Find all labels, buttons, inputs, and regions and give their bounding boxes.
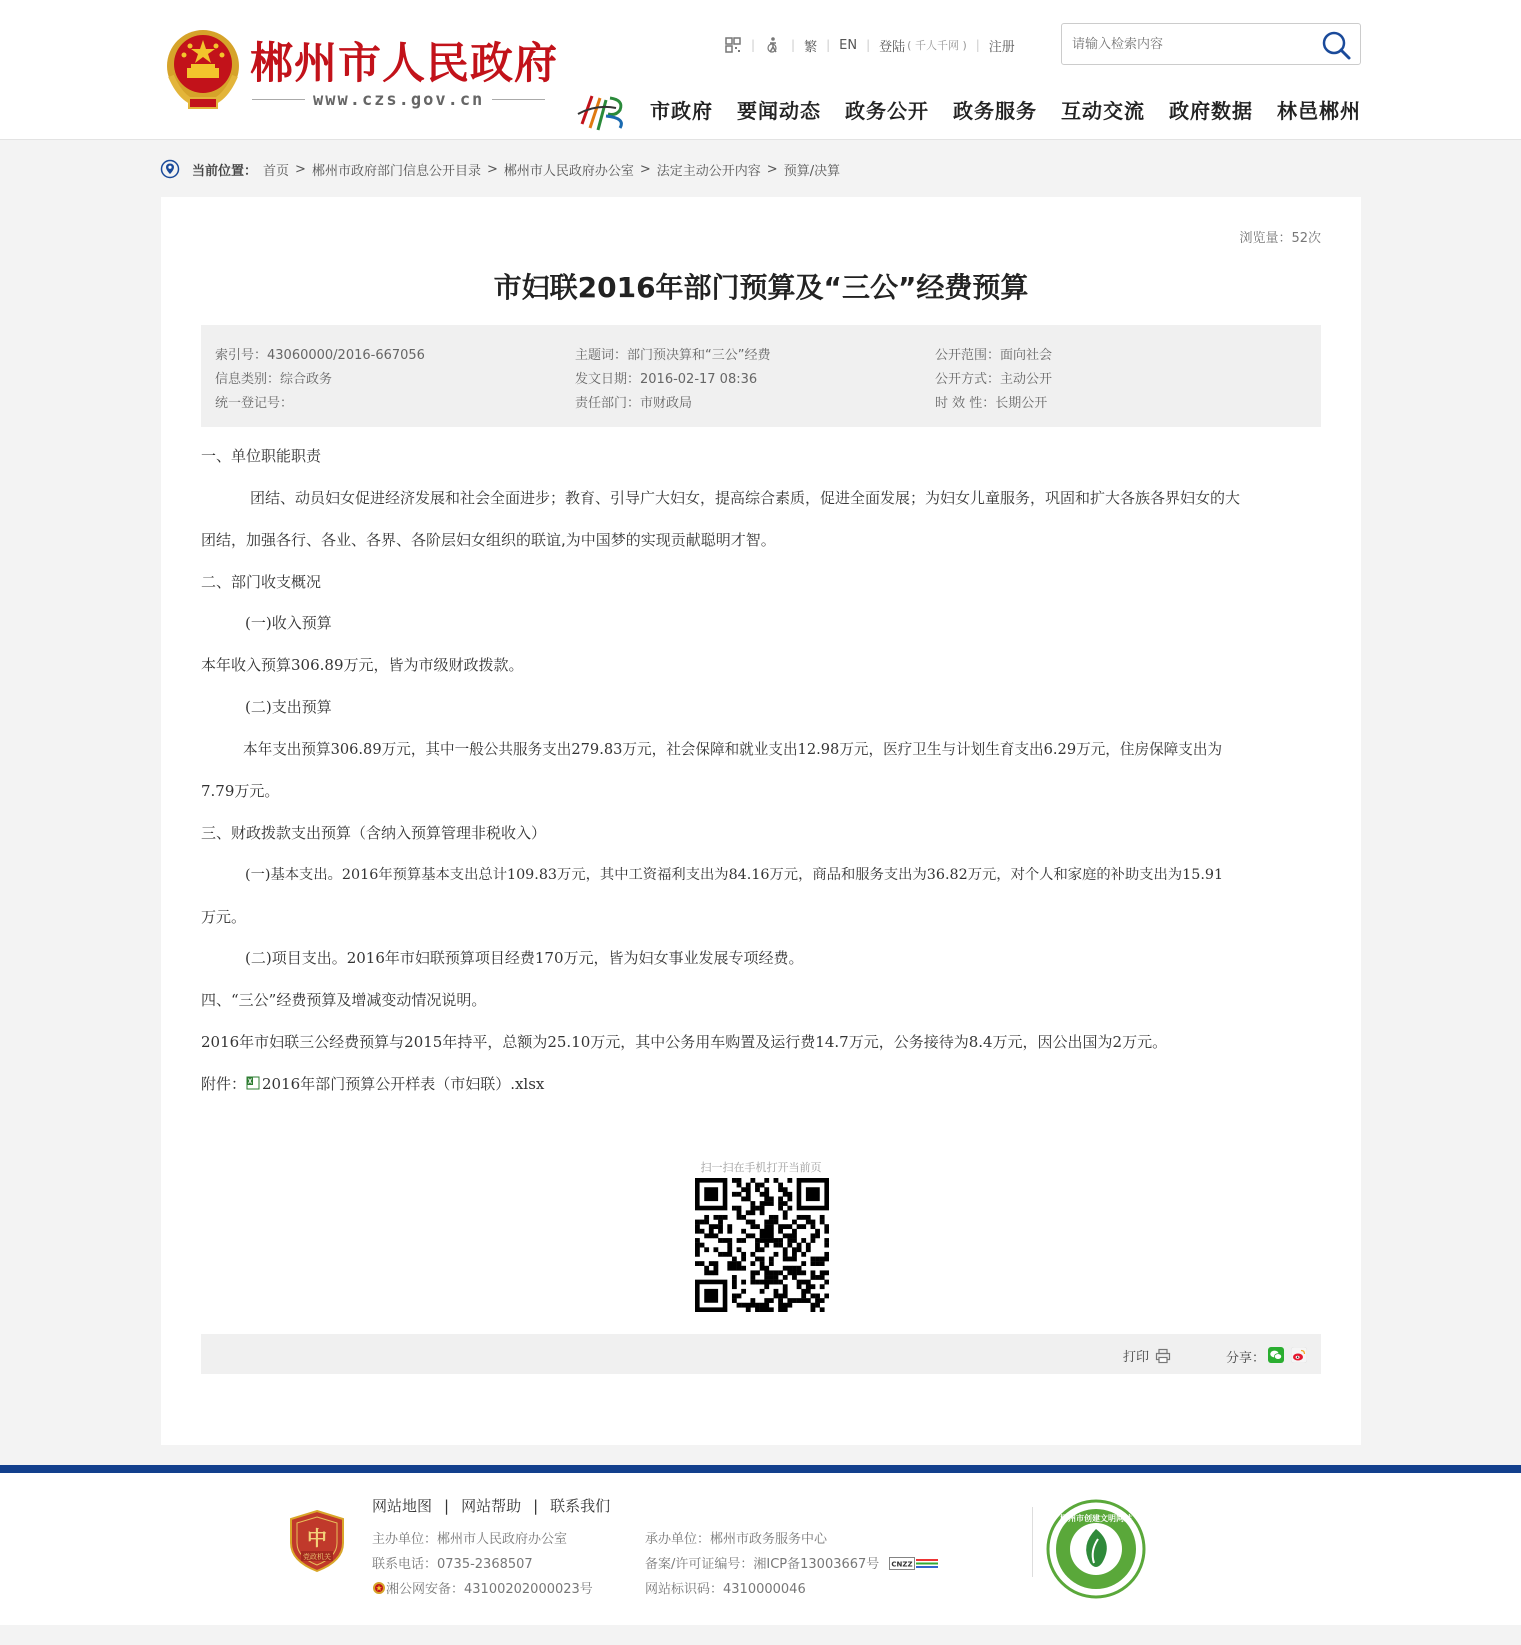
paragraph: 团结、动员妇女促进经济发展和社会全面进步；教育、引导广大妇女，提高综合素质，促进全面发展；为妇女儿童服务，巩固和扩大各族各界妇女的大 xyxy=(250,489,1241,507)
article-card xyxy=(161,197,1361,1445)
site-url: www.czs.gov.cn xyxy=(305,90,492,110)
national-emblem-icon xyxy=(163,26,243,111)
breadcrumb-label: 当前位置： xyxy=(192,163,258,179)
paragraph: (一)基本支出。2016年预算基本支出总计109.83万元，其中工资福利支出为84.16万元，商品和服务支出为36.82万元，对个人和家庭的补助支出为15.91 xyxy=(245,867,1224,883)
english-link[interactable]: EN xyxy=(839,37,858,53)
share-bar xyxy=(201,1334,1321,1374)
accessibility-icon[interactable] xyxy=(764,36,782,54)
footer-sponsor: 主办单位：郴州市人民政府办公室 xyxy=(372,1532,568,1547)
meta-reg-no: 统一登记号： xyxy=(215,396,294,411)
paragraph: 万元。 xyxy=(201,908,247,926)
section-heading: 二、部门收支概况 xyxy=(201,573,322,591)
party-gov-badge[interactable] xyxy=(288,1509,346,1573)
search-input[interactable] xyxy=(1072,24,1312,64)
breadcrumb-separator: > xyxy=(639,161,651,177)
qr-code xyxy=(695,1178,829,1312)
paragraph: 2016年市妇联三公经费预算与2015年持平，总额为25.10万元，其中公务用车购置及运行费14.7万元，公务接待为8.4万元，因公出国为2万元。 xyxy=(201,1033,1168,1051)
breadcrumb-separator: > xyxy=(295,161,306,177)
civilized-website-badge[interactable] xyxy=(1046,1499,1146,1599)
footer-divider xyxy=(1032,1507,1033,1577)
separator: | xyxy=(975,38,980,52)
qr-mobile-icon[interactable] xyxy=(724,36,742,54)
search-icon[interactable] xyxy=(1320,29,1352,61)
nav-item-city-government[interactable]: 市政府 xyxy=(650,99,713,123)
meta-validity: 时 效 性：长期公开 xyxy=(935,396,1048,411)
footer xyxy=(0,1473,1521,1625)
police-badge-icon xyxy=(372,1581,386,1595)
footer-link-sitemap[interactable]: 网站地图 xyxy=(372,1497,433,1515)
section-heading: 三、财政拨款支出预算（含纳入预算管理非税收入） xyxy=(201,824,547,842)
section-heading: 四、“三公”经费预算及增减变动情况说明。 xyxy=(201,991,487,1009)
separator: | xyxy=(866,38,871,52)
view-count xyxy=(1239,227,1321,246)
view-count-label: 浏览量： xyxy=(1239,231,1292,246)
qr-caption: 扫一扫在手机打开当前页 xyxy=(700,1161,822,1174)
separator: | xyxy=(826,38,831,52)
separator: | xyxy=(751,38,756,52)
traditional-chinese-link[interactable]: 繁 xyxy=(804,39,818,55)
svg-text:CNZZ: CNZZ xyxy=(891,1560,914,1569)
location-pin-icon xyxy=(160,159,180,179)
paragraph: 本年收入预算306.89万元，皆为市级财政拨款。 xyxy=(201,656,524,674)
separator: | xyxy=(444,1496,450,1515)
icp-text: 备案/许可证编号：湘ICP备13003667号 xyxy=(645,1557,880,1572)
login-label: 登陆 xyxy=(879,39,906,55)
wechat-icon[interactable] xyxy=(1268,1347,1284,1363)
breadcrumb-statutory-content[interactable]: 法定主动公开内容 xyxy=(656,163,761,179)
view-count-value: 52次 xyxy=(1291,231,1321,246)
paragraph: 本年支出预算306.89万元，其中一般公共服务支出279.83万元，社会保障和就业支出12.98万元，医疗卫生与计划生育支出6.29万元，住房保障支出为 xyxy=(243,741,1223,758)
breadcrumb-dept-directory[interactable]: 郴州市政府部门信息公开目录 xyxy=(311,163,481,179)
nav-item-news[interactable]: 要闻动态 xyxy=(737,99,821,123)
nav-item-gov-affairs-open[interactable]: 政务公开 xyxy=(845,99,929,123)
article-meta xyxy=(201,325,1321,427)
nav-item-gov-services[interactable]: 政务服务 xyxy=(953,99,1037,123)
subsection-heading: (二)支出预算 xyxy=(245,698,332,716)
footer-site-code: 网站标识码：4310000046 xyxy=(645,1582,806,1597)
attachment-label: 附件： xyxy=(201,1075,247,1093)
login-note: ( 千人千网 ) xyxy=(907,39,967,52)
main-nav xyxy=(650,95,1361,124)
print-icon xyxy=(1155,1348,1171,1364)
attachment-link[interactable]: 2016年部门预算公开样表（市妇联）.xlsx xyxy=(262,1075,545,1093)
meta-scope: 公开范围：面向社会 xyxy=(935,348,1053,363)
footer-link-contact[interactable]: 联系我们 xyxy=(550,1497,611,1515)
site-title[interactable]: 郴州市人民政府 xyxy=(250,39,558,89)
nav-item-gov-data[interactable]: 政府数据 xyxy=(1169,99,1253,123)
print-label: 打印 xyxy=(1122,1350,1149,1365)
breadcrumb xyxy=(160,158,840,180)
separator: | xyxy=(791,38,796,52)
register-link[interactable]: 注册 xyxy=(988,39,1015,55)
meta-subject: 主题词：部门预决算和“三公”经费 xyxy=(575,348,771,363)
paragraph: (二)项目支出。2016年市妇联预算项目经费170万元，皆为妇女事业发展专项经费。 xyxy=(245,949,804,967)
login-link[interactable] xyxy=(879,36,967,55)
separator: | xyxy=(533,1496,539,1515)
breadcrumb-separator: > xyxy=(486,161,498,177)
header xyxy=(0,0,1521,140)
subsection-heading: (一)收入预算 xyxy=(245,614,332,632)
footer-accent-bar xyxy=(0,1465,1521,1473)
meta-date: 发文日期：2016-02-17 08:36 xyxy=(575,372,758,387)
footer-link-help[interactable]: 网站帮助 xyxy=(461,1497,522,1515)
article-title: 市妇联2016年部门预算及“三公”经费预算 xyxy=(493,271,1029,304)
paragraph: 团结，加强各行、各业、各界、各阶层妇女组织的联谊,为中国梦的实现贡献聪明才智。 xyxy=(201,531,776,549)
footer-phone: 联系电话：0735-2368507 xyxy=(372,1557,533,1572)
search-box xyxy=(1061,23,1361,65)
meta-dept: 责任部门：市财政局 xyxy=(575,396,693,411)
print-button[interactable] xyxy=(1123,1346,1171,1365)
police-record-text: 湘公网安备：43100202000023号 xyxy=(386,1582,593,1597)
share-label: 分享： xyxy=(1225,1351,1265,1366)
svg-text:中: 中 xyxy=(307,1526,327,1550)
meta-category: 信息类别：综合政务 xyxy=(215,372,333,387)
paragraph: 7.79万元。 xyxy=(201,782,280,800)
nav-item-interaction[interactable]: 互动交流 xyxy=(1061,99,1145,123)
breadcrumb-budget[interactable]: 预算/决算 xyxy=(783,163,841,179)
section-heading: 一、单位职能职责 xyxy=(201,447,322,465)
cnzz-stat-icon[interactable] xyxy=(889,1557,939,1570)
civil-badge-text: 郴州市创建文明网站 xyxy=(1060,1514,1132,1523)
city-logo-icon xyxy=(576,90,628,134)
meta-method: 公开方式：主动公开 xyxy=(935,372,1053,387)
breadcrumb-separator: > xyxy=(766,161,778,177)
footer-links xyxy=(372,1495,610,1516)
meta-index-no: 索引号：43060000/2016-667056 xyxy=(215,348,425,363)
footer-icp[interactable] xyxy=(645,1553,939,1572)
weibo-icon[interactable] xyxy=(1291,1347,1307,1363)
breadcrumb-home[interactable]: 首页 xyxy=(263,163,290,179)
top-links xyxy=(724,34,1015,56)
nav-item-linyi-chenzhou[interactable]: 林邑郴州 xyxy=(1277,99,1361,123)
attachment-row xyxy=(201,1073,544,1094)
footer-organizer: 承办单位：郴州市政务服务中心 xyxy=(645,1532,828,1547)
footer-police-record[interactable] xyxy=(372,1578,593,1597)
party-badge-text: 党政机关 xyxy=(303,1553,331,1561)
excel-file-icon xyxy=(246,1076,260,1090)
breadcrumb-gov-office[interactable]: 郴州市人民政府办公室 xyxy=(503,163,634,179)
